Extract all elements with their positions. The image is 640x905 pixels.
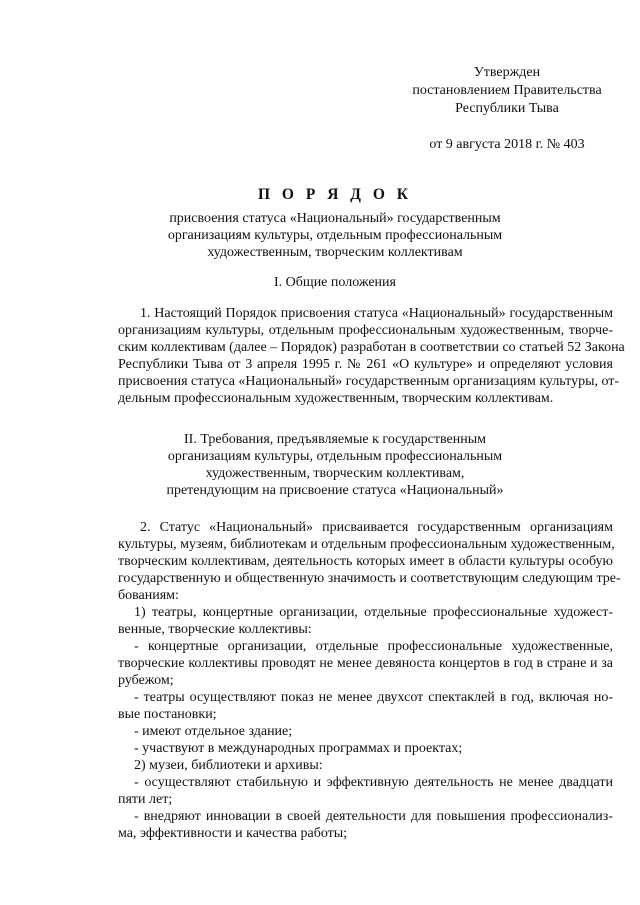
list-item: - театры осуществляют показ не менее двухсот спектаклей в год, включая но-: [134, 690, 613, 705]
paragraph-line: 2. Статус «Национальный» присваивается государственным организациям: [140, 520, 613, 535]
paragraph-line: культуры, музеям, библиотекам и отдельным профессиональным художественным,: [118, 537, 615, 552]
list-item: 1) театры, концертные организации, отдельные профессиональные художест-: [134, 605, 613, 620]
paragraph-line: ским коллективам (далее – Порядок) разработан в соответствии со статьей 52 Закона: [118, 340, 625, 355]
approval-line: Республики Тыва: [455, 101, 559, 116]
list-item: пяти лет;: [118, 792, 173, 807]
list-item: - имеют отдельное здание;: [134, 724, 293, 739]
section-heading-line: II. Требования, предъявляемые к государственным: [184, 432, 486, 447]
paragraph-line: организациям культуры, отдельным профессиональным художественным, творче-: [118, 323, 613, 338]
section-heading-line: организациям культуры, отдельным профессиональным: [167, 449, 503, 464]
approval-date: от 9 августа 2018 г. № 403: [429, 137, 585, 152]
list-item: - концертные организации, отдельные профессиональные художественные,: [134, 639, 613, 654]
paragraph-line: бованиям:: [118, 588, 179, 603]
section-1-heading: [120, 274, 550, 291]
list-item: венные, творческие коллективы:: [118, 622, 312, 637]
section-heading-line: претендующим на присвоение статуса «Национальный»: [166, 483, 504, 498]
paragraph-2: [118, 519, 621, 842]
title-heading: П О Р Я Д О К: [258, 186, 412, 203]
list-item: - внедряют инновации в своей деятельности для повышения профессионализ-: [134, 809, 613, 824]
paragraph-1: [118, 305, 625, 407]
list-item: - участвуют в международных программах и проектах;: [134, 741, 463, 756]
paragraph-line: 1. Настоящий Порядок присвоения статуса «Национальный» государственным: [140, 306, 613, 321]
title-line: присвоения статуса «Национальный» государственным: [169, 211, 501, 226]
list-item: ма, эффективности и качества работы;: [118, 826, 348, 841]
section-heading-line: I. Общие положения: [274, 275, 396, 290]
title-line: художественным, творческим коллективам: [207, 245, 463, 260]
list-item: 2) музеи, библиотеки и архивы:: [134, 758, 323, 773]
paragraph-line: дельным профессиональным художественным, творческим коллективам.: [118, 391, 554, 406]
approval-stamp: [392, 64, 622, 154]
list-item: вые постановки;: [118, 707, 217, 722]
paragraph-line: творческим коллективам, деятельность которых имеет в области культуры особую: [118, 554, 613, 569]
approval-line: Утвержден: [473, 65, 541, 80]
section-2-heading: [120, 431, 550, 499]
list-item: рубежом;: [118, 673, 174, 688]
paragraph-line: Республики Тыва от 3 апреля 1995 г. № 261 «О культуре» и определяют условия: [118, 357, 613, 372]
title-line: организациям культуры, отдельным профессиональным: [167, 228, 503, 243]
document-title: [120, 186, 550, 261]
list-item: творческие коллективы проводят не менее девяноста концертов в год в стране и за: [118, 656, 613, 671]
paragraph-line: присвоения статуса «Национальный» государственным организациям культуры, от-: [118, 374, 620, 389]
section-heading-line: художественным, творческим коллективам,: [205, 466, 465, 481]
list-item: - осуществляют стабильную и эффективную деятельность не менее двадцати: [134, 775, 613, 790]
approval-line: постановлением Правительства: [412, 83, 602, 98]
paragraph-line: государственную и общественную значимость и соответствующим следующим тре-: [118, 571, 621, 586]
